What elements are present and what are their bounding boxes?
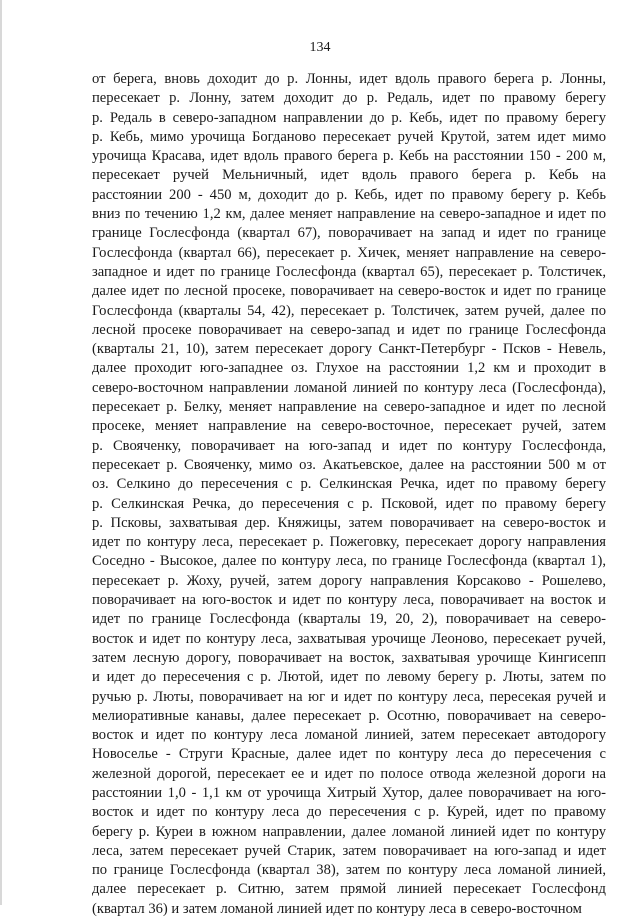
text-line: Соседно - Высокое, далее по контуру леса, по границе Гослесфонда (квартал 1), xyxy=(92,553,606,570)
text-line: далее пересекает р. Ситню, затем прямой линией пересекает Гослесфонд xyxy=(92,881,606,898)
scan-edge xyxy=(0,0,2,905)
text-line: расстоянии 1,0 - 1,1 км от урочища Хитрый Хутор, далее поворачивает на юго- xyxy=(92,784,606,801)
text-line: идет по границе Гослесфонда (кварталы 19, 20, 2), поворачивает на северо- xyxy=(92,611,606,628)
text-line: расстоянии 200 - 450 м, доходит до р. Кебь, идет по правому берегу р. Кебь xyxy=(92,186,606,203)
text-line: поворачивает на юго-восток и идет по контуру леса, поворачивает на восток и xyxy=(92,592,606,609)
text-line: оз. Селкино до пересечения с р. Селкинская Речка, идет по правому берегу xyxy=(92,476,606,493)
text-line: восток и идет по контуру леса ломаной линией, затем пересекает автодорогу xyxy=(92,727,606,744)
text-line: затем лесную дорогу, поворачивает на восток, захватывая урочище Кингисепп xyxy=(92,649,606,666)
text-line: Новоселье - Струги Красные, далее идет по контуру леса до пересечения с xyxy=(92,746,606,763)
text-line: лесной просеке поворачивает на северо-запад и идет по границе Гослесфонда xyxy=(92,321,606,338)
text-line: железной дорогой, пересекает ее и идет по полосе отвода железной дороги на xyxy=(92,765,606,782)
text-line: Гослесфонда (квартал 66), пересекает р. Хичек, меняет направление на северо- xyxy=(92,244,606,261)
text-line: от берега, вновь доходит до р. Лонны, идет вдоль правого берега р. Лонны, xyxy=(92,71,606,87)
text-line: леса, затем пересекает ручей Старик, затем поворачивает на юго-запад и идет xyxy=(92,842,606,859)
text-line: Гослесфонда (кварталы 54, 42), пересекает р. Толстичек, затем ручей, далее по xyxy=(92,302,606,319)
text-line: берегу р. Куреи в южном направлении, далее ломаной линией идет по контуру xyxy=(92,823,606,840)
text-line: далее идет по лесной просеке, поворачивает на северо-восток и идет по границе xyxy=(92,283,606,300)
text-line: р. Кебь, мимо урочища Богданово пересекает ручей Крутой, затем идет мимо xyxy=(92,128,606,145)
text-line: по границе Гослесфонда (квартал 38), затем по контуру леса ломаной линией, xyxy=(92,862,606,879)
text-line: мелиоративные канавы, далее пересекает р. Осотню, поворачивает на северо- xyxy=(92,707,606,724)
text-line: р. Селкинская Речка, до пересечения с р. Псковой, идет по правому берегу xyxy=(92,495,606,512)
text-line: и идет до пересечения с р. Лютой, идет по левому берегу р. Люты, затем по xyxy=(92,669,606,686)
text-line: р. Псковы, захватывая дер. Княжицы, затем поворачивает на северо-восток и xyxy=(92,514,606,531)
text-line: восток и идет по контуру леса до пересечения с р. Курей, идет по правому xyxy=(92,804,606,821)
text-line: вниз по течению 1,2 км, далее меняет направление на северо-западное и идет по xyxy=(92,206,606,223)
text-line: восток и идет по контуру леса, захватывая урочище Леоново, пересекает ручей, xyxy=(92,630,606,647)
text-line: границе Гослесфонда (квартал 67), поворачивает на запад и идет по границе xyxy=(92,225,606,242)
text-line: пересекает ручей Мельничный, идет вдоль правого берега р. Кебь на xyxy=(92,167,606,184)
text-line: идет по контуру леса, пересекает р. Пожеговку, пересекает дорогу направления xyxy=(92,534,606,551)
page-number: 134 xyxy=(309,40,331,55)
text-line: пересекает р. Свояченку, мимо оз. Акатьевское, далее на расстоянии 500 м от xyxy=(92,456,606,473)
text-line: пересекает р. Жоху, ручей, затем дорогу направления Корсаково - Рошелево, xyxy=(92,572,606,589)
text-line: ручью р. Люты, поворачивает на юг и идет по контуру леса, пересекая ручей и xyxy=(92,688,606,705)
text-line: просеке, меняет направление на северо-восточное, пересекает ручей, затем xyxy=(92,418,606,435)
text-line: (кварталы 21, 10), затем пересекает дорогу Санкт-Петербург - Псков - Невель, xyxy=(92,341,606,358)
body-text xyxy=(92,70,606,919)
text-line: р. Редаль в северо-западном направлении до р. Кебь, идет по правому берегу xyxy=(92,109,606,126)
text-line: урочища Красава, идет вдоль правого берега р. Кебь на расстоянии 150 - 200 м, xyxy=(92,148,606,165)
text-line: пересекает р. Белку, меняет направление на северо-западное и идет по лесной xyxy=(92,399,606,416)
text-line: (квартал 36) и затем ломаной линией идет по контуру леса в северо-восточном xyxy=(92,900,582,917)
text-line: пересекает р. Лонну, затем доходит до р. Редаль, идет по правому берегу xyxy=(92,90,606,107)
text-line: северо-восточном направлении ломаной линией по контуру леса (Гослесфонда), xyxy=(92,379,606,396)
text-line: западное и идет по границе Гослесфонда (квартал 65), пересекает р. Толстичек, xyxy=(92,263,606,280)
text-line: р. Свояченку, поворачивает на юго-запад и идет по контуру Гослесфонда, xyxy=(92,437,606,454)
text-line: далее проходит юго-западнее оз. Глухое на расстоянии 1,2 км и проходит в xyxy=(92,360,606,377)
